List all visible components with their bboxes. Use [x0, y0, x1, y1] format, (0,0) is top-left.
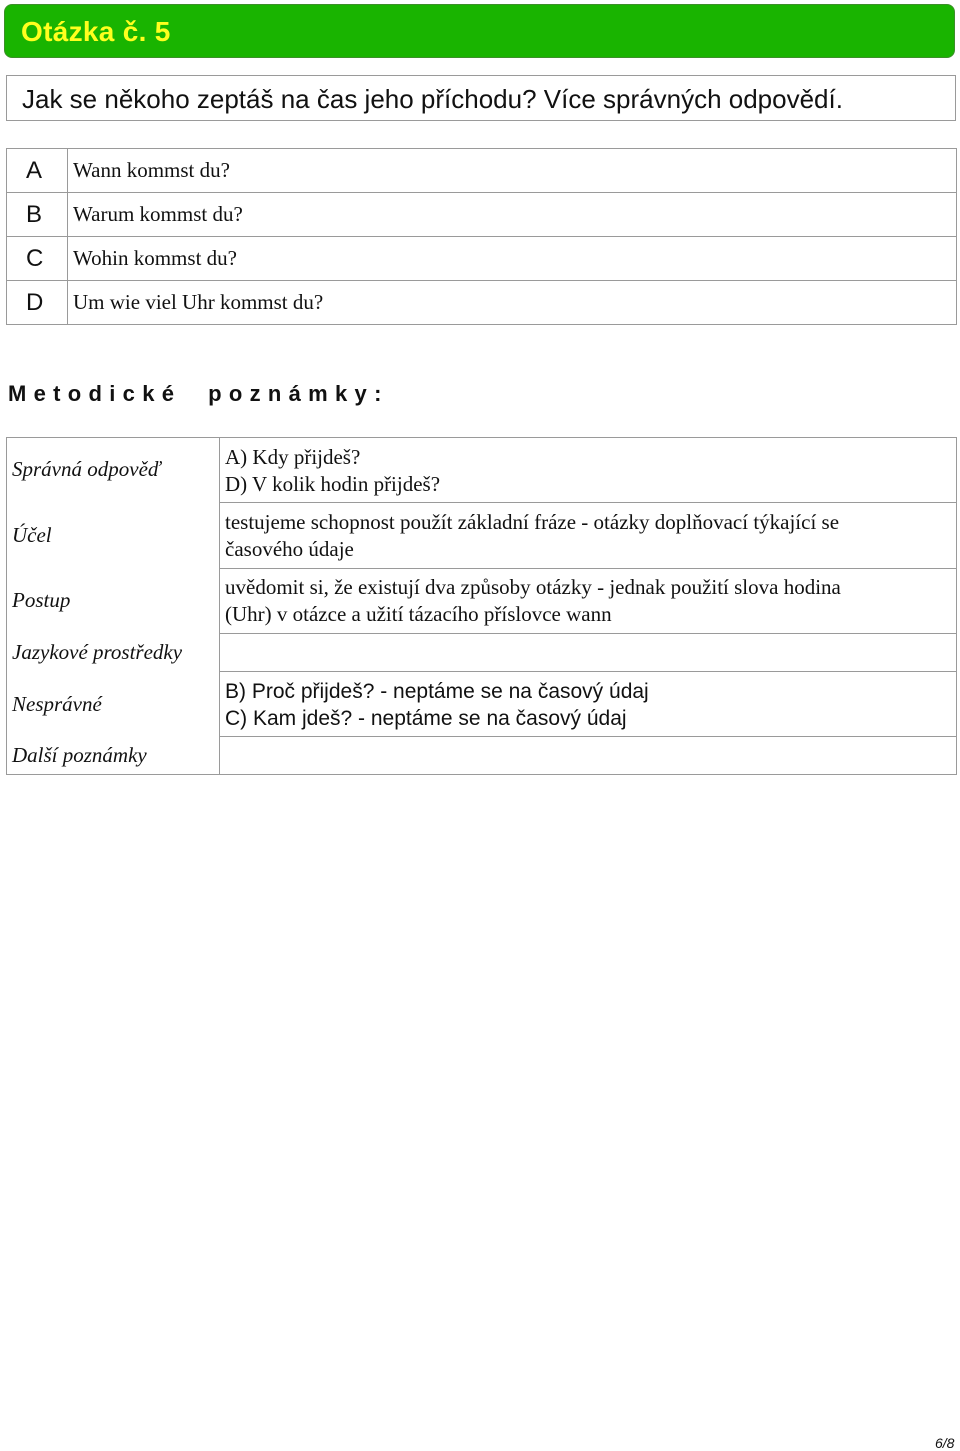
value-line: uvědomit si, že existují dva způsoby otázky - jednak použití slova hodina — [225, 575, 841, 599]
option-b[interactable] — [7, 193, 957, 237]
label-correct-answer: Správná odpověď — [12, 457, 161, 481]
option-letter: A — [7, 149, 68, 193]
option-letter: B — [7, 193, 68, 237]
value-line: B) Proč přijdeš? - neptáme se na časový údaj — [225, 680, 649, 703]
value-line: A) Kdy přijdeš? — [225, 445, 361, 469]
methodical-notes-table — [6, 437, 957, 775]
row-divider — [219, 568, 957, 569]
option-c[interactable] — [7, 237, 957, 281]
option-text: Warum kommst du? — [68, 193, 957, 237]
option-letter: C — [7, 237, 68, 281]
value-line: C) Kam jdeš? - neptáme se na časový údaj — [225, 707, 627, 730]
row-divider — [219, 502, 957, 503]
value-procedure — [225, 574, 945, 628]
option-text: Wann kommst du? — [68, 149, 957, 193]
row-divider — [219, 633, 957, 634]
page-number: 6/8 — [935, 1435, 955, 1451]
value-line: časového údaje — [225, 537, 354, 561]
label-other-notes: Další poznámky — [12, 743, 147, 767]
value-correct-answer — [225, 444, 945, 498]
question-text: Jak se někoho zeptáš na čas jeho příchodu? Více správných odpovědí. — [22, 84, 843, 114]
answer-options — [6, 148, 957, 325]
question-text-box — [6, 75, 956, 121]
label-purpose: Účel — [12, 523, 52, 547]
value-incorrect — [225, 678, 945, 732]
option-text: Wohin kommst du? — [68, 237, 957, 281]
option-a[interactable] — [7, 149, 957, 193]
row-divider — [219, 671, 957, 672]
label-incorrect: Nesprávné — [12, 692, 102, 716]
column-divider — [219, 438, 220, 774]
label-language-means: Jazykové prostředky — [12, 640, 183, 664]
option-letter: D — [7, 281, 68, 325]
methodical-notes-title: Metodické poznámky: — [8, 381, 389, 406]
row-divider — [219, 736, 957, 737]
value-line: testujeme schopnost použít základní fráze - otázky doplňovací týkající se — [225, 510, 840, 534]
value-line: D) V kolik hodin přijdeš? — [225, 472, 441, 496]
option-text: Um wie viel Uhr kommst du? — [68, 281, 957, 325]
option-d[interactable] — [7, 281, 957, 325]
value-line: (Uhr) v otázce a užití tázacího příslovce wann — [225, 602, 612, 626]
label-procedure: Postup — [12, 588, 71, 612]
question-number: Otázka č. 5 — [21, 16, 171, 47]
question-header — [4, 4, 955, 58]
value-purpose — [225, 509, 945, 563]
